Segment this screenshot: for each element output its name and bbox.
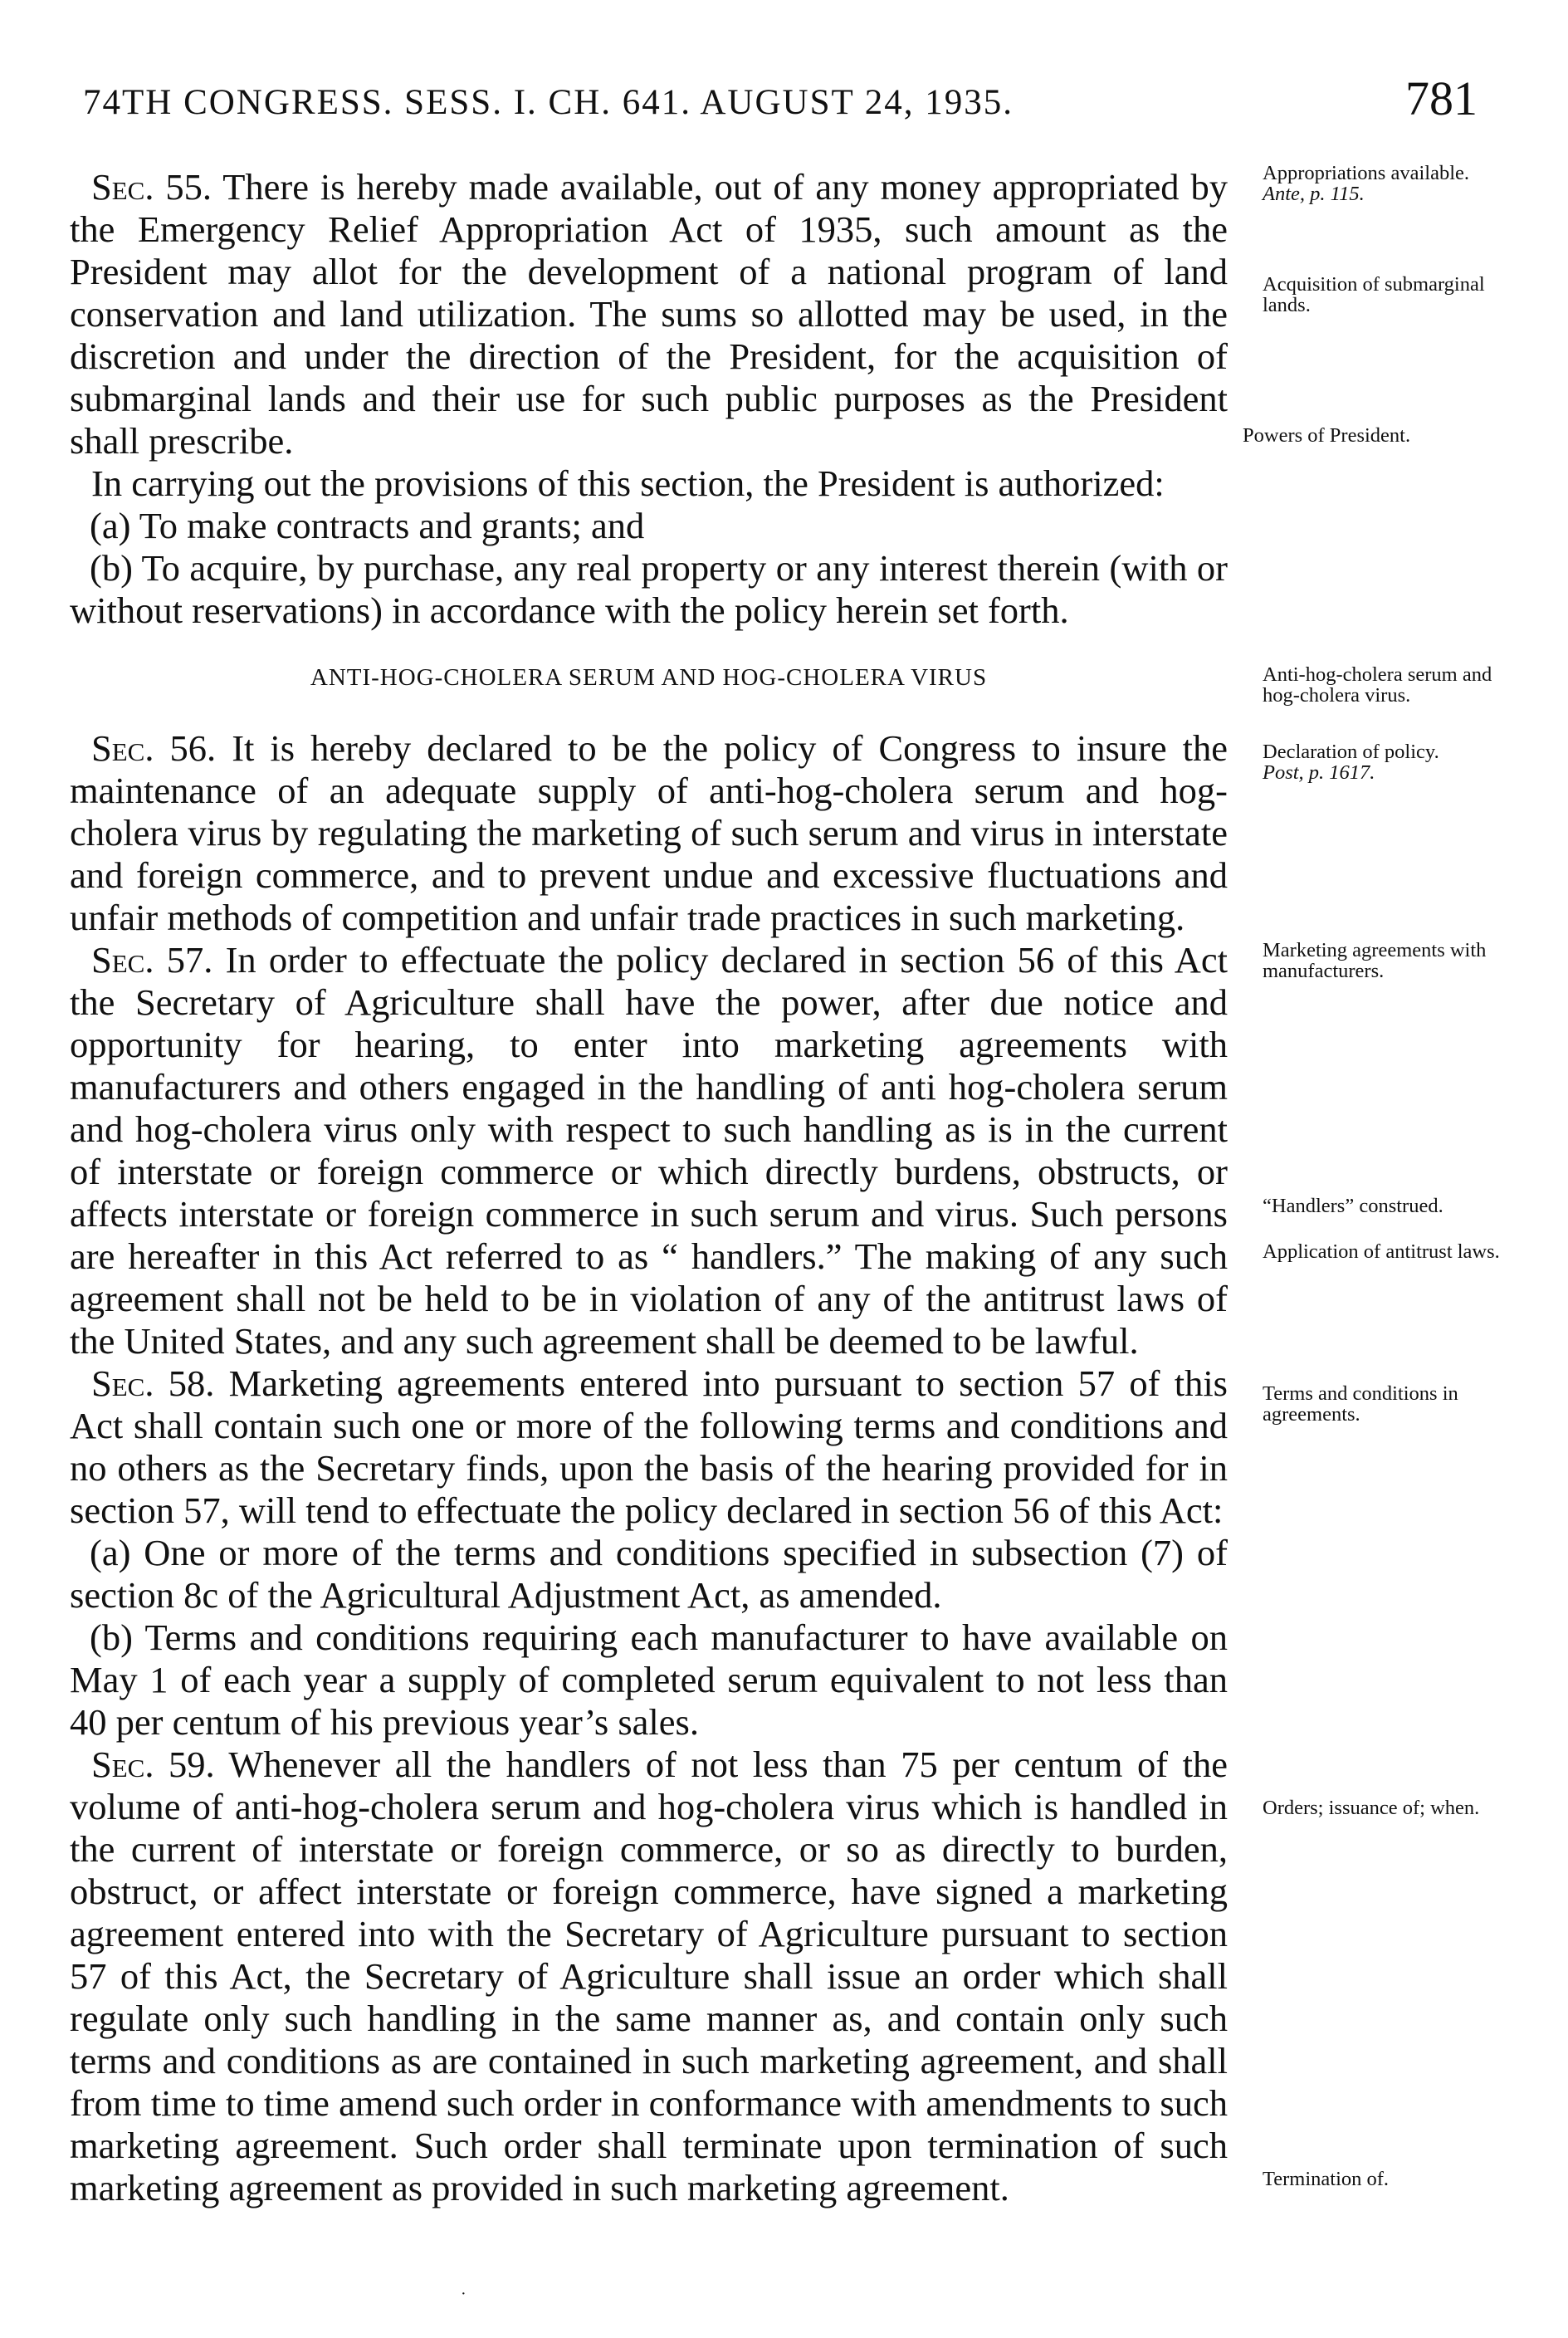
margin-note-orders: Orders; issuance of; when.	[1263, 1797, 1480, 1819]
margin-note-acquisition: Acquisition of submarginal lands.	[1263, 273, 1485, 316]
sec-55-label: Sec. 55.	[91, 166, 212, 208]
margin-ref-ante: Ante, p. 115.	[1263, 183, 1365, 205]
section-heading: ANTI-HOG-CHOLERA SERUM AND HOG-CHOLERA VIRUS	[310, 664, 988, 691]
running-head: 74TH CONGRESS. SESS. I. CH. 641. AUGUST 24, 1935.	[83, 83, 1014, 122]
sec-56-label: Sec. 56.	[91, 727, 217, 769]
section-57	[70, 939, 1228, 1362]
margin-note-handlers: “Handlers” construed.	[1263, 1195, 1443, 1217]
sec-58-label: Sec. 58.	[91, 1362, 215, 1404]
section-59	[70, 1744, 1228, 2209]
sec-59-text: Whenever all the handlers of not less than 75 per centum of the volume of anti-hog-cholera serum and hog-cholera virus which is handled in the current of interstate or foreign commerce, or so as directly to burden, obstruct, or affect interstate or foreign commerce, have signed a marketing agreement entered into with the Secretary of Agriculture pursuant to section 57 of this Act, the Secretary of Agriculture shall issue an order which shall regulate only such handling in the same manner as, and contain only such terms and conditions as are contained in such marketing agreement, and shall from time to time amend such order in conformance with amendments to such marketing agreement. Such order shall terminate upon termination of such marketing agreement as provided in such marketing agreement.	[70, 1744, 1228, 2208]
sec-59-label: Sec. 59.	[91, 1744, 215, 1785]
margin-ref-post: Post, p. 1617.	[1263, 761, 1375, 784]
sec-58-text: Marketing agreements entered into pursuant to section 57 of this Act shall contain such one or more of the following terms and conditions and no others as the Secretary finds, upon the basis of the hearing provided for in section 57, will tend to effectuate the policy declared in section 56 of this Act:	[70, 1362, 1228, 1531]
margin-note-appropriations: Appropriations available. Ante, p. 115.	[1243, 163, 1504, 204]
sec-55-clause-b: (b) To acquire, by purchase, any real property or any interest therein (with or without reservations) in accordance with the policy herein set forth.	[70, 547, 1228, 631]
section-56	[70, 727, 1228, 939]
section-58	[70, 1362, 1228, 1532]
page-number: 781	[1405, 71, 1478, 125]
margin-note-marketing: Marketing agreements with manufacturers.	[1263, 939, 1487, 982]
page-header	[83, 71, 1478, 137]
main-text	[70, 166, 1228, 2209]
sec-55-powers: In carrying out the provisions of this section, the President is authorized:	[91, 462, 1165, 504]
section-55	[70, 166, 1228, 462]
sec-55-clause-a: (a) To make contracts and grants; and	[90, 505, 645, 546]
page-dot: ·	[461, 2285, 466, 2303]
sec-57-text: In order to effectuate the policy declared in section 56 of this Act the Secretary of Agriculture shall have the power, after due notice and opportunity for hearing, to enter into marketing agreements with manufacturers and others engaged in the handling of anti hog-cholera serum and hog-cholera virus only with respect to such handling as is in the current of interstate or foreign commerce or which directly burdens, obstructs, or affects interstate or foreign commerce in such serum and virus. Such persons are hereafter in this Act referred to as “ handlers.” The making of any such agreement shall not be held to be in violation of any of the antitrust laws of the United States, and any such agreement shall be deemed to be lawful.	[70, 939, 1228, 1362]
sec-58-clause-a: (a) One or more of the terms and conditions specified in subsection (7) of section 8c of the Agricultural Adjustment Act, as amended.	[70, 1532, 1228, 1616]
sec-55-text: There is hereby made available, out of any money appropriated by the Emergency Relief Appropriation Act of 1935, such amount as the President may allot for the development of a national program of land conservation and land utilization. The sums so allotted may be used, in the discretion and under the direction of the President, for the acquisition of submarginal lands and their use for such public purposes as the President shall prescribe.	[70, 166, 1228, 462]
margin-note-heading: Anti-hog-cholera serum and hog-cholera virus.	[1263, 663, 1492, 707]
sec-56-text: It is hereby declared to be the policy of Congress to insure the maintenance of an adequate supply of anti-hog-cholera serum and hog-cholera virus by regulating the marketing of such serum and virus in interstate and foreign commerce, and to prevent undue and excessive fluctuations and unfair methods of competition and unfair trade practices in such marketing.	[70, 727, 1228, 938]
margin-note-powers: Powers of President.	[1243, 424, 1411, 447]
margin-note-declaration: Declaration of policy. Post, p. 1617.	[1243, 741, 1504, 783]
sec-57-label: Sec. 57.	[91, 939, 213, 981]
margin-note-terms: Terms and conditions in agreements.	[1263, 1382, 1458, 1426]
margin-note-antitrust: Application of antitrust laws.	[1263, 1240, 1500, 1263]
margin-note-termination: Termination of.	[1263, 2168, 1390, 2190]
sec-58-clause-b: (b) Terms and conditions requiring each manufacturer to have available on May 1 of each year a supply of completed serum equivalent to not less than 40 per centum of his previous year’s sales.	[70, 1617, 1228, 1743]
